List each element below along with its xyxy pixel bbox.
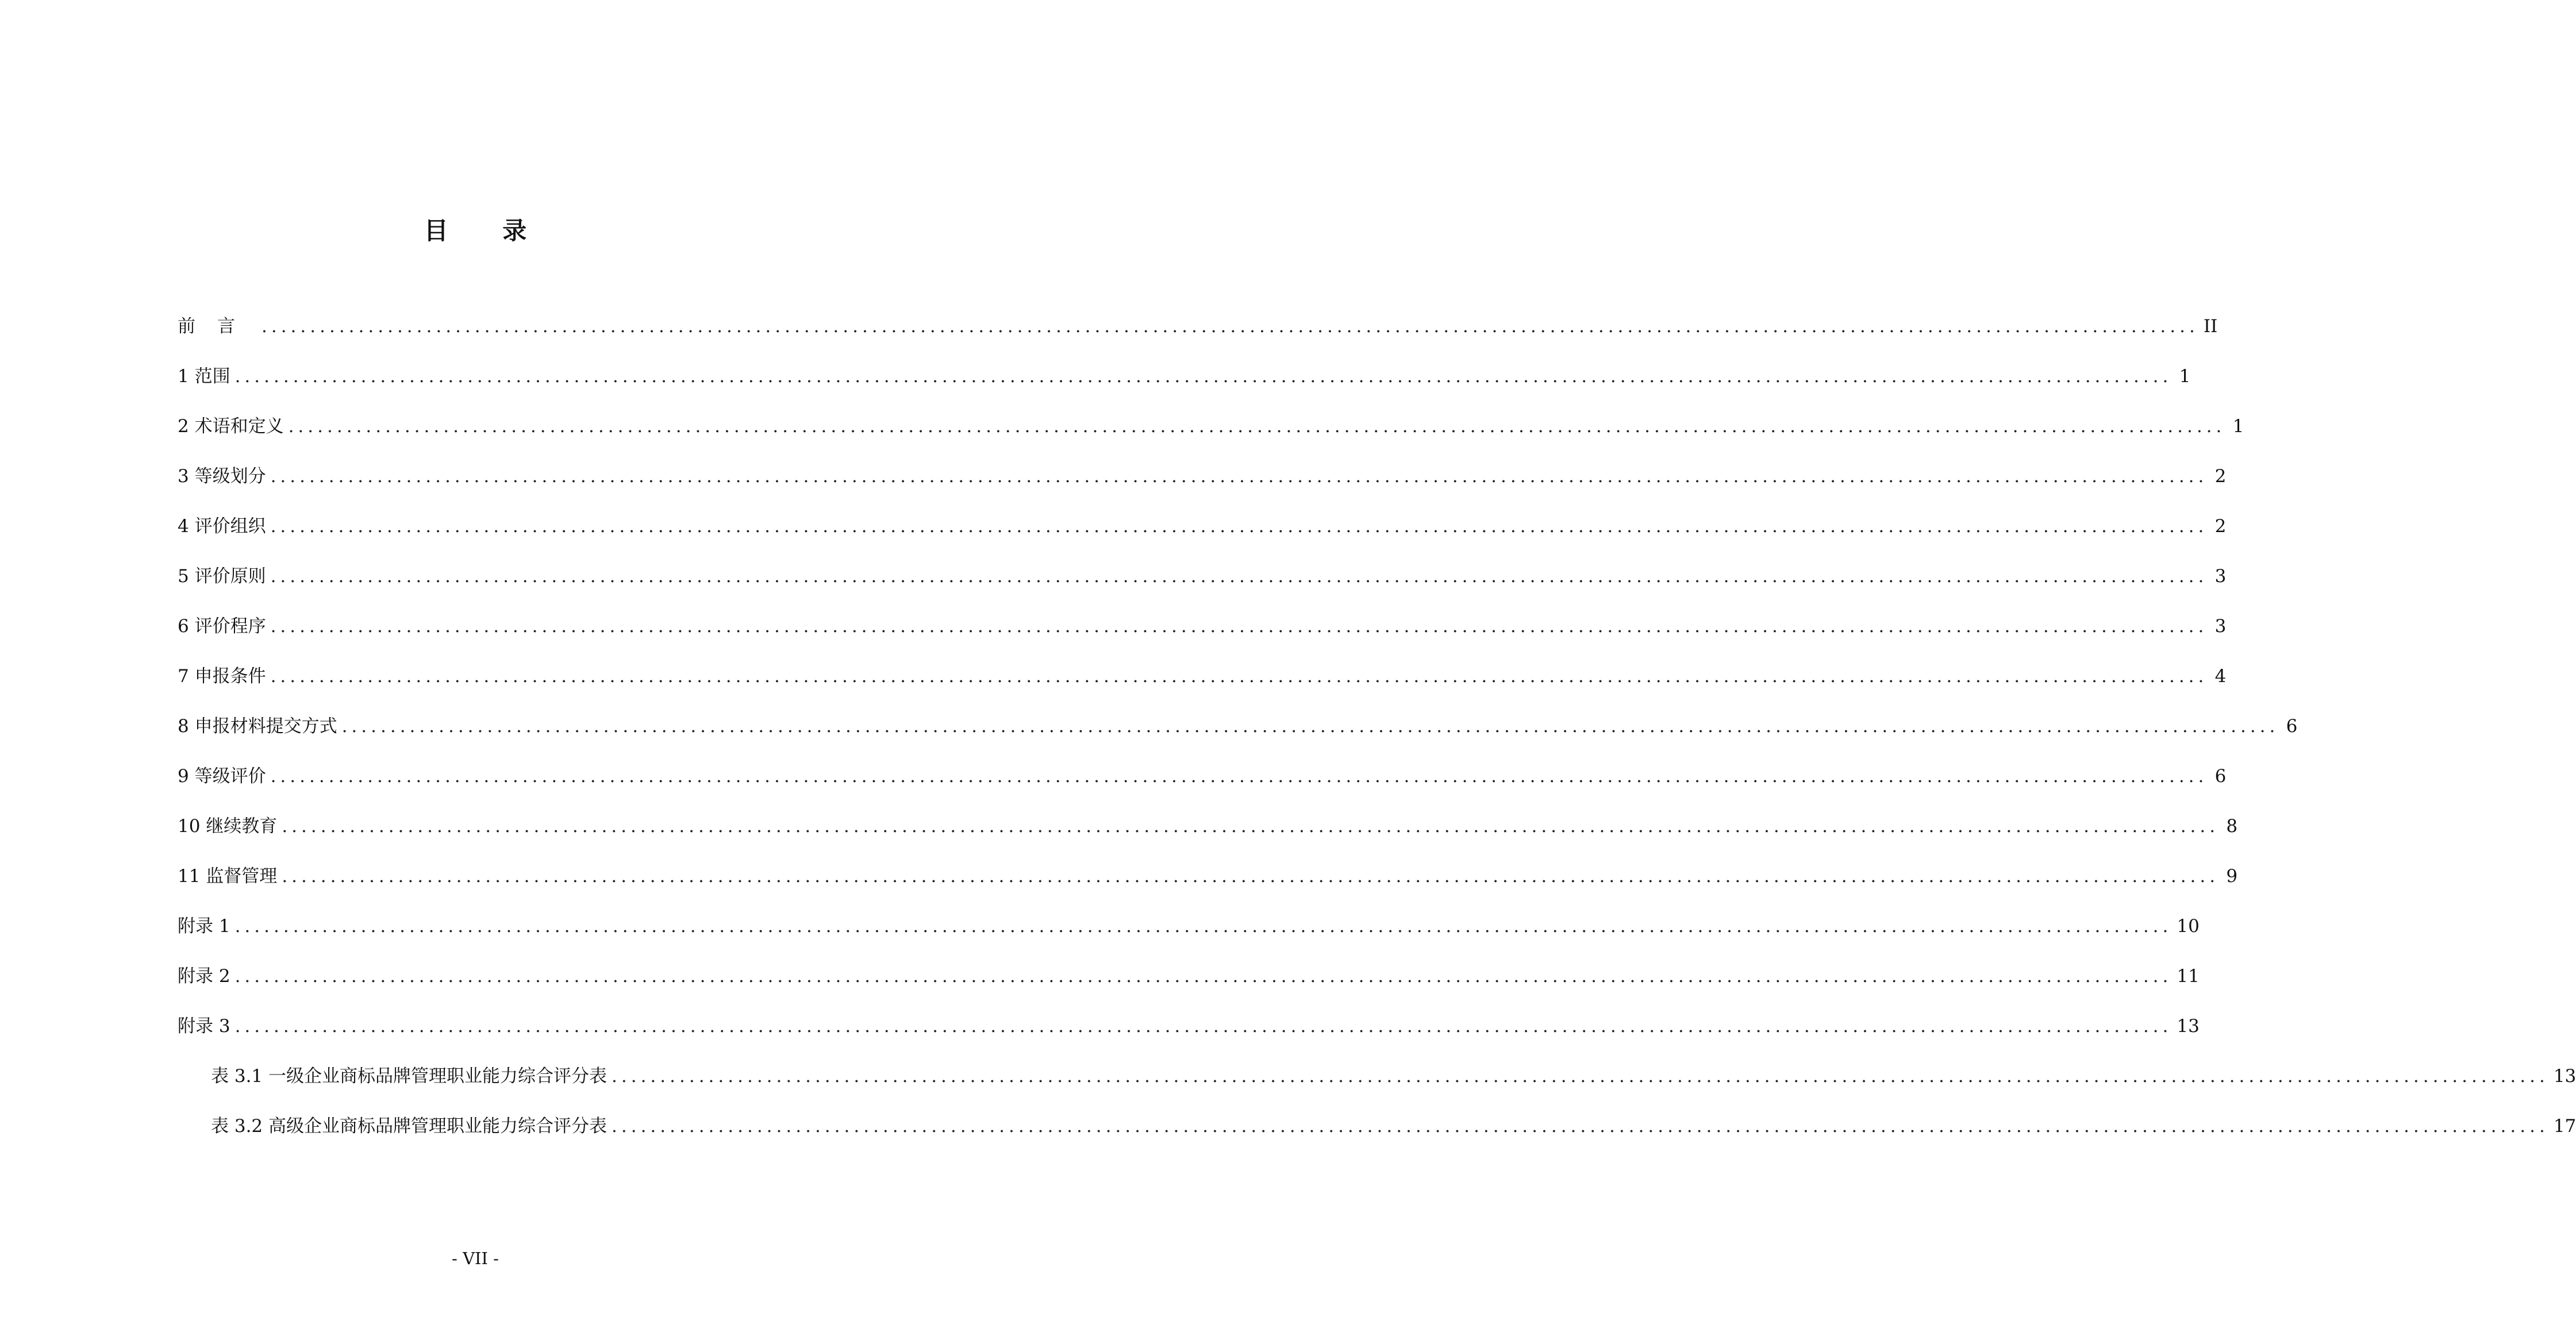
dot-leader: ........................................................................................................................................................................................................ — [270, 766, 2208, 787]
toc-entry-label: 3 等级划分 — [178, 466, 266, 487]
dot-leader: ........................................................................................................................................................................................................ — [341, 716, 2279, 737]
toc-entry[interactable] — [178, 859, 2238, 909]
dot-leader: ........................................................................................................................................................................................................ — [612, 1066, 2549, 1087]
toc-entry-label: 10 继续教育 — [178, 816, 278, 837]
dot-leader: ........................................................................................................................................................................................................ — [270, 566, 2208, 587]
toc-entry-label: 表 3.2 高级企业商标品牌管理职业能力综合评分表 — [211, 1116, 608, 1137]
toc-entry-page: 13 — [2553, 1066, 2576, 1087]
toc-entry-page: 9 — [2226, 866, 2238, 887]
toc-entry[interactable] — [178, 759, 2227, 809]
toc-entry[interactable] — [178, 809, 2238, 859]
toc-entry-page: 1 — [2179, 366, 2191, 387]
dot-leader: ........................................................................................................................................................................................................ — [612, 1116, 2549, 1137]
toc-entry-label: 附录 2 — [178, 966, 230, 987]
toc-entry[interactable] — [178, 1009, 2200, 1059]
dot-leader: ........................................................................................................................................................................................................ — [234, 366, 2173, 387]
toc-entry-page: 6 — [2214, 766, 2227, 787]
dot-leader: ........................................................................................................................................................................................................ — [234, 1016, 2173, 1037]
toc-entry-page: 3 — [2214, 566, 2227, 587]
toc-entry-page: 3 — [2214, 616, 2227, 637]
toc-entry[interactable] — [178, 459, 2227, 509]
toc-entry-label: 前言 — [178, 316, 257, 337]
dot-leader: ........................................................................................................................................................................................................ — [270, 666, 2208, 687]
toc-entry-page: 2 — [2214, 516, 2227, 537]
toc-entry-page: 13 — [2177, 1016, 2200, 1037]
toc-entry-page: 17 — [2553, 1116, 2576, 1137]
toc-entry-page: 2 — [2214, 466, 2227, 487]
toc-entry-label: 附录 3 — [178, 1016, 230, 1037]
toc-entry[interactable] — [178, 909, 2200, 959]
dot-leader: ........................................................................................................................................................................................................ — [270, 466, 2208, 487]
page-number-footer: - VII - — [452, 1249, 499, 1268]
table-of-contents — [178, 309, 2576, 1159]
toc-entry-page: 10 — [2177, 916, 2200, 937]
toc-entry-label: 表 3.1 一级企业商标品牌管理职业能力综合评分表 — [211, 1066, 608, 1087]
page-title: 目 录 — [424, 217, 550, 245]
dot-leader: ........................................................................................................................................................................................................ — [234, 966, 2173, 987]
toc-entry[interactable] — [178, 709, 2298, 759]
toc-entry-page: II — [2203, 316, 2218, 337]
toc-entry-label: 9 等级评价 — [178, 766, 266, 787]
toc-entry-label: 8 申报材料提交方式 — [178, 716, 337, 737]
toc-entry[interactable] — [178, 309, 2218, 359]
toc-entry[interactable] — [178, 959, 2200, 1009]
toc-subentry[interactable] — [178, 1109, 2576, 1159]
dot-leader: ........................................................................................................................................................................................................ — [270, 616, 2208, 637]
toc-entry[interactable] — [178, 609, 2227, 659]
toc-entry[interactable] — [178, 659, 2227, 709]
dot-leader: ........................................................................................................................................................................................................ — [234, 916, 2173, 937]
toc-entry-label: 5 评价原则 — [178, 566, 266, 587]
toc-entry-page: 11 — [2177, 966, 2200, 987]
dot-leader: ........................................................................................................................................................................................................ — [270, 516, 2208, 537]
toc-entry-label: 2 术语和定义 — [178, 416, 284, 437]
toc-entry-label: 1 范围 — [178, 366, 230, 387]
toc-entry[interactable] — [178, 509, 2227, 559]
toc-entry-page: 6 — [2286, 716, 2298, 737]
toc-entry[interactable] — [178, 559, 2227, 609]
toc-entry-page: 1 — [2232, 416, 2244, 437]
dot-leader: ........................................................................................................................................................................................................ — [282, 866, 2220, 887]
toc-entry-label: 附录 1 — [178, 916, 230, 937]
toc-entry-page: 4 — [2214, 666, 2227, 687]
toc-entry-page: 8 — [2226, 816, 2238, 837]
dot-leader: ........................................................................................................................................................................................................ — [282, 816, 2220, 837]
toc-entry-label: 7 申报条件 — [178, 666, 266, 687]
toc-entry-label: 4 评价组织 — [178, 516, 266, 537]
toc-entry-label: 11 监督管理 — [178, 866, 278, 887]
toc-entry-label: 6 评价程序 — [178, 616, 266, 637]
toc-entry[interactable] — [178, 409, 2244, 459]
dot-leader: ........................................................................................................................................................................................................ — [288, 416, 2226, 437]
dot-leader: ........................................................................................................................................................................................................ — [262, 316, 2199, 337]
toc-subentry[interactable] — [178, 1059, 2576, 1109]
toc-entry[interactable] — [178, 359, 2191, 409]
